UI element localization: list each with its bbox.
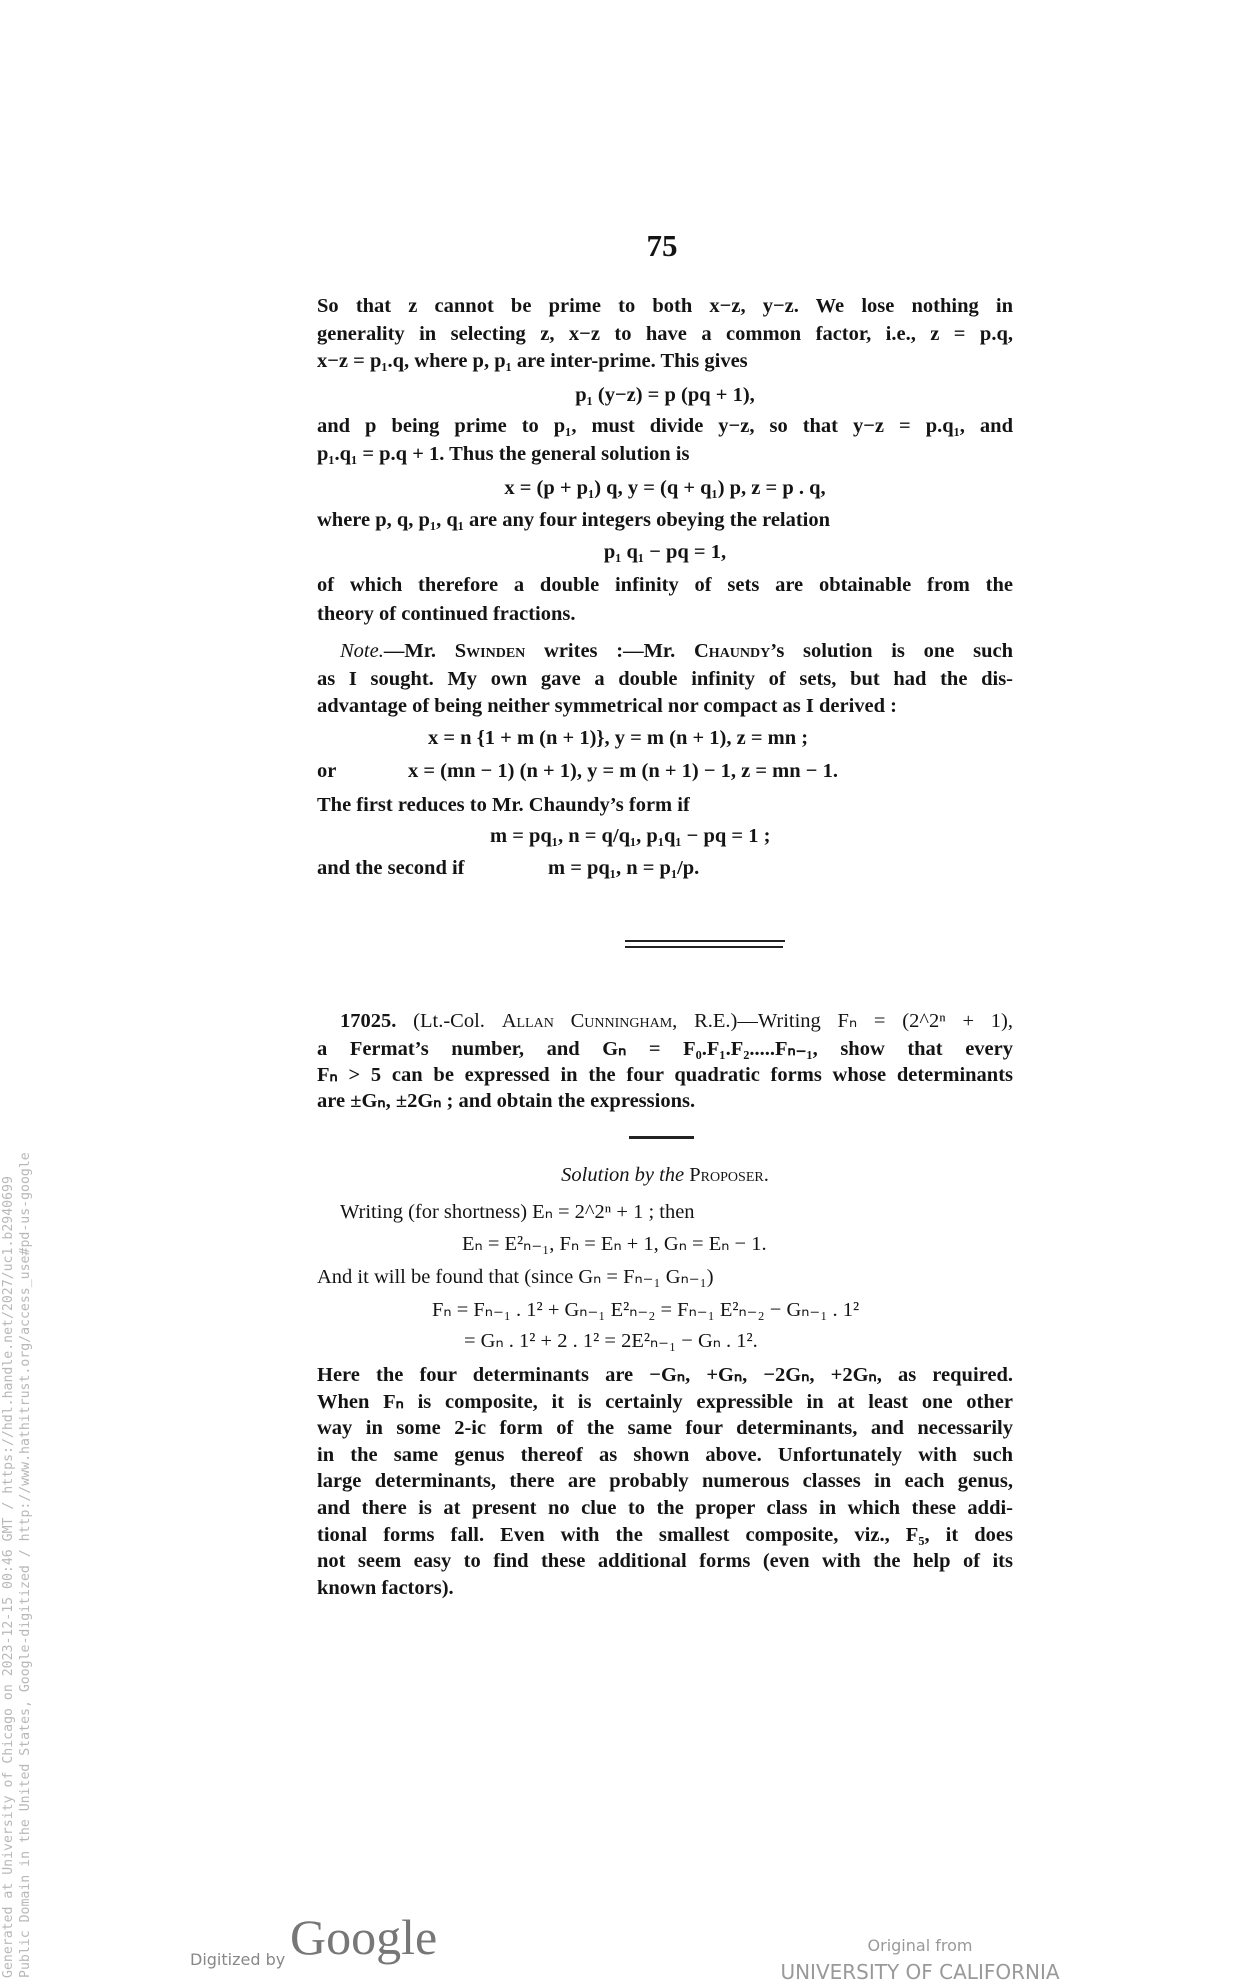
- text: (Lt.-Col.: [396, 1010, 502, 1032]
- page-number: 75: [646, 228, 678, 263]
- note-line: [340, 638, 1013, 664]
- text-line: Here the four determinants are −Gₙ, +Gₙ, −2Gₙ, +2Gₙ, as required.: [317, 1364, 1013, 1386]
- author-name: Allan Cunningham: [501, 1010, 673, 1032]
- institution-name: UNIVERSITY OF CALIFORNIA: [780, 1960, 1060, 1984]
- text-line: or: [317, 760, 337, 782]
- text: ’s solution is one such: [770, 640, 1013, 662]
- short-rule: [629, 1136, 694, 1139]
- digitized-by-label: Digitized by: [190, 1950, 286, 1969]
- text-line: a Fermat’s number, and Gₙ = F₀.F₁.F₂.....Fₙ₋₁, show that every: [317, 1038, 1013, 1060]
- text-line: of which therefore a double infinity of sets are obtainable from the: [317, 574, 1013, 596]
- equation: Eₙ = E²ₙ₋₁, Fₙ = Eₙ + 1, Gₙ = Eₙ − 1.: [462, 1233, 767, 1255]
- text-line: and there is at present no clue to the proper class in which these addi-: [317, 1497, 1013, 1519]
- equation: p₁ (y−z) = p (pq + 1),: [575, 384, 755, 406]
- solution-heading: [317, 1162, 1013, 1188]
- text-line: The first reduces to Mr. Chaundy’s form if: [317, 794, 690, 816]
- question-line: [340, 1008, 1013, 1034]
- text-line: and p being prime to p₁, must divide y−z, so that y−z = p.q₁, and: [317, 415, 1013, 437]
- text-line: way in some 2-ic form of the same four determinants, and necessarily: [317, 1417, 1013, 1439]
- text: —Mr.: [383, 640, 455, 662]
- double-rule-bottom: [625, 946, 783, 948]
- question-number: 17025.: [340, 1010, 397, 1032]
- text: writes :—Mr.: [525, 640, 694, 662]
- text-line: and the second if: [317, 857, 465, 879]
- equation: m = pq₁, n = p₁/p.: [548, 857, 700, 879]
- text-line: known factors).: [317, 1577, 454, 1599]
- equation: m = pq₁, n = q/q₁, p₁q₁ − pq = 1 ;: [490, 825, 771, 847]
- double-rule-top: [625, 940, 785, 942]
- text: , R.E.)—Writing Fₙ = (2^2ⁿ + 1),: [672, 1010, 1013, 1032]
- equation: x = (p + p₁) q, y = (q + q₁) p, z = p . q,: [504, 477, 826, 499]
- author-name: Chaundy: [694, 640, 771, 662]
- text-line: large determinants, there are probably numerous classes in each genus,: [317, 1470, 1013, 1492]
- equation: x = n {1 + m (n + 1)}, y = m (n + 1), z = mn ;: [428, 727, 809, 749]
- author-name: Proposer.: [689, 1164, 769, 1186]
- text-line: in the same genus thereof as shown above. Unfortunately with such: [317, 1444, 1013, 1466]
- note-label: Note.: [340, 640, 384, 662]
- text-line: are ±Gₙ, ±2Gₙ ; and obtain the expressions.: [317, 1090, 696, 1112]
- text-line: tional forms fall. Even with the smallest composite, viz., F₅, it does: [317, 1524, 1013, 1546]
- text: Solution by the: [561, 1164, 690, 1186]
- text-line: p₁.q₁ = p.q + 1. Thus the general solution is: [317, 443, 690, 465]
- side-watermark: [0, 1152, 34, 1978]
- text-line: Fₙ > 5 can be expressed in the four quadratic forms whose determinants: [317, 1064, 1013, 1086]
- equation: = Gₙ . 1² + 2 . 1² = 2E²ₙ₋₁ − Gₙ . 1².: [464, 1330, 758, 1352]
- text-line: So that z cannot be prime to both x−z, y−z. We lose nothing in: [317, 295, 1013, 317]
- equation: x = (mn − 1) (n + 1), y = m (n + 1) − 1, z = mn − 1.: [408, 760, 838, 782]
- text-line: x−z = p₁.q, where p, p₁ are inter-prime. This gives: [317, 350, 748, 372]
- watermark-line: Generated at University of Chicago on 2023-12-15 00:46 GMT / https://hdl.handle.net/2027/uc1.b2940699: [1, 1176, 16, 1978]
- equation: Fₙ = Fₙ₋₁ . 1² + Gₙ₋₁ E²ₙ₋₂ = Fₙ₋₁ E²ₙ₋₂ − Gₙ₋₁ . 1²: [432, 1299, 860, 1321]
- text-line: as I sought. My own gave a double infinity of sets, but had the dis-: [317, 668, 1013, 690]
- original-from-label: Original from: [867, 1936, 973, 1955]
- text-line: where p, q, p₁, q₁ are any four integers obeying the relation: [317, 509, 831, 531]
- equation: p₁ q₁ − pq = 1,: [603, 541, 727, 563]
- text-line: not seem easy to find these additional forms (even with the help of its: [317, 1550, 1013, 1572]
- text-line: generality in selecting z, x−z to have a common factor, i.e., z = p.q,: [317, 323, 1013, 345]
- text-line: advantage of being neither symmetrical nor compact as I derived :: [317, 695, 898, 717]
- text-line: theory of continued fractions.: [317, 603, 576, 625]
- text-line: When Fₙ is composite, it is certainly expressible in at least one other: [317, 1391, 1013, 1413]
- text-line: And it will be found that (since Gₙ = Fₙ₋₁ Gₙ₋₁): [317, 1266, 714, 1288]
- watermark-line: Public Domain in the United States, Google-digitized / http://www.hathitrust.org/access_use#pd-us-google: [18, 1152, 33, 1978]
- google-logo: Google: [290, 1909, 438, 1965]
- text-line: Writing (for shortness) Eₙ = 2^2ⁿ + 1 ; then: [340, 1201, 695, 1223]
- author-name: Swinden: [454, 640, 526, 662]
